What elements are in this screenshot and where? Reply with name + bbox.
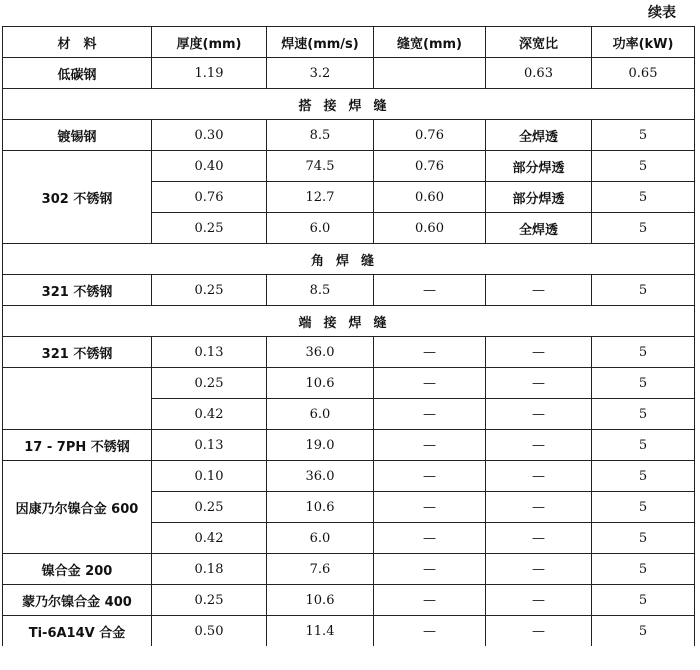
cell-material: 17 - 7PH 不锈钢 bbox=[3, 430, 152, 461]
cell-power: 0.65 bbox=[592, 58, 695, 89]
section-title: 端接焊缝 bbox=[3, 306, 695, 337]
cell-ratio: — bbox=[486, 399, 592, 430]
header-thickness: 厚度(mm) bbox=[152, 27, 267, 58]
section-heading-row bbox=[3, 244, 695, 275]
cell-ratio: — bbox=[486, 275, 592, 306]
cell-seam-width: 0.60 bbox=[374, 213, 486, 244]
cell-ratio: — bbox=[486, 523, 592, 554]
cell-ratio: 全焊透 bbox=[486, 120, 592, 151]
cell-power: 5 bbox=[592, 492, 695, 523]
cell-seam-width: 0.76 bbox=[374, 151, 486, 182]
header-depth-width-ratio: 深宽比 bbox=[486, 27, 592, 58]
table-caption: 续表 bbox=[648, 5, 676, 21]
cell-seam-width: — bbox=[374, 585, 486, 616]
table-row bbox=[3, 585, 695, 616]
cell-power: 5 bbox=[592, 554, 695, 585]
cell-thickness: 0.25 bbox=[152, 275, 267, 306]
cell-seam-width bbox=[374, 58, 486, 89]
cell-ratio: — bbox=[486, 430, 592, 461]
cell-seam-width: — bbox=[374, 523, 486, 554]
cell-speed: 7.6 bbox=[267, 554, 374, 585]
cell-speed: 6.0 bbox=[267, 213, 374, 244]
cell-speed: 6.0 bbox=[267, 523, 374, 554]
table-row bbox=[3, 275, 695, 306]
cell-ratio: — bbox=[486, 585, 592, 616]
section-heading-row bbox=[3, 306, 695, 337]
cell-ratio: 全焊透 bbox=[486, 213, 592, 244]
cell-seam-width: 0.76 bbox=[374, 120, 486, 151]
table-row bbox=[3, 368, 695, 399]
cell-ratio: 部分焊透 bbox=[486, 151, 592, 182]
header-seam-width: 缝宽(mm) bbox=[374, 27, 486, 58]
cell-seam-width: — bbox=[374, 616, 486, 647]
cell-thickness: 1.19 bbox=[152, 58, 267, 89]
cell-speed: 3.2 bbox=[267, 58, 374, 89]
cell-ratio: — bbox=[486, 492, 592, 523]
cell-thickness: 0.18 bbox=[152, 554, 267, 585]
cell-material: 低碳钢 bbox=[3, 58, 152, 89]
cell-material: 302 不锈钢 bbox=[3, 151, 152, 244]
cell-seam-width: — bbox=[374, 399, 486, 430]
cell-seam-width: 0.60 bbox=[374, 182, 486, 213]
section-heading-row bbox=[3, 89, 695, 120]
cell-thickness: 0.42 bbox=[152, 523, 267, 554]
section-title: 角焊缝 bbox=[3, 244, 695, 275]
welding-parameters-table bbox=[2, 26, 695, 646]
cell-power: 5 bbox=[592, 368, 695, 399]
cell-thickness: 0.10 bbox=[152, 461, 267, 492]
cell-seam-width: — bbox=[374, 430, 486, 461]
table-row bbox=[3, 58, 695, 89]
cell-seam-width: — bbox=[374, 337, 486, 368]
cell-material: Ti-6A14V 合金 bbox=[3, 616, 152, 647]
cell-speed: 12.7 bbox=[267, 182, 374, 213]
cell-ratio: — bbox=[486, 461, 592, 492]
header-speed: 焊速(mm/s) bbox=[267, 27, 374, 58]
cell-ratio: — bbox=[486, 368, 592, 399]
cell-speed: 36.0 bbox=[267, 337, 374, 368]
cell-thickness: 0.13 bbox=[152, 430, 267, 461]
cell-speed: 11.4 bbox=[267, 616, 374, 647]
cell-seam-width: — bbox=[374, 461, 486, 492]
table-row bbox=[3, 120, 695, 151]
table-row bbox=[3, 616, 695, 647]
cell-power: 5 bbox=[592, 120, 695, 151]
table-row bbox=[3, 430, 695, 461]
cell-power: 5 bbox=[592, 182, 695, 213]
cell-speed: 36.0 bbox=[267, 461, 374, 492]
cell-material bbox=[3, 368, 152, 430]
cell-power: 5 bbox=[592, 399, 695, 430]
cell-power: 5 bbox=[592, 213, 695, 244]
cell-thickness: 0.13 bbox=[152, 337, 267, 368]
cell-power: 5 bbox=[592, 430, 695, 461]
section-title: 搭接焊缝 bbox=[3, 89, 695, 120]
header-material: 材 料 bbox=[3, 27, 152, 58]
cell-ratio: 部分焊透 bbox=[486, 182, 592, 213]
table-row bbox=[3, 151, 695, 182]
cell-seam-width: — bbox=[374, 554, 486, 585]
cell-power: 5 bbox=[592, 461, 695, 492]
cell-speed: 10.6 bbox=[267, 368, 374, 399]
cell-thickness: 0.25 bbox=[152, 585, 267, 616]
cell-ratio: — bbox=[486, 337, 592, 368]
cell-seam-width: — bbox=[374, 492, 486, 523]
cell-speed: 19.0 bbox=[267, 430, 374, 461]
cell-thickness: 0.25 bbox=[152, 492, 267, 523]
table-row bbox=[3, 337, 695, 368]
cell-power: 5 bbox=[592, 616, 695, 647]
cell-thickness: 0.40 bbox=[152, 151, 267, 182]
cell-material: 镀锡钢 bbox=[3, 120, 152, 151]
cell-thickness: 0.25 bbox=[152, 368, 267, 399]
cell-thickness: 0.30 bbox=[152, 120, 267, 151]
table-row bbox=[3, 554, 695, 585]
cell-ratio: — bbox=[486, 616, 592, 647]
table-header-row bbox=[3, 27, 695, 58]
cell-power: 5 bbox=[592, 151, 695, 182]
cell-material: 镍合金 200 bbox=[3, 554, 152, 585]
cell-material: 因康乃尔镍合金 600 bbox=[3, 461, 152, 554]
table-row bbox=[3, 461, 695, 492]
cell-speed: 8.5 bbox=[267, 275, 374, 306]
cell-speed: 74.5 bbox=[267, 151, 374, 182]
cell-seam-width: — bbox=[374, 368, 486, 399]
cell-material: 蒙乃尔镍合金 400 bbox=[3, 585, 152, 616]
cell-power: 5 bbox=[592, 337, 695, 368]
cell-thickness: 0.42 bbox=[152, 399, 267, 430]
cell-seam-width: — bbox=[374, 275, 486, 306]
cell-ratio: 0.63 bbox=[486, 58, 592, 89]
header-power: 功率(kW) bbox=[592, 27, 695, 58]
cell-speed: 10.6 bbox=[267, 585, 374, 616]
cell-thickness: 0.76 bbox=[152, 182, 267, 213]
cell-power: 5 bbox=[592, 523, 695, 554]
cell-speed: 10.6 bbox=[267, 492, 374, 523]
cell-power: 5 bbox=[592, 585, 695, 616]
cell-material: 321 不锈钢 bbox=[3, 275, 152, 306]
cell-power: 5 bbox=[592, 275, 695, 306]
cell-speed: 8.5 bbox=[267, 120, 374, 151]
cell-ratio: — bbox=[486, 554, 592, 585]
cell-thickness: 0.25 bbox=[152, 213, 267, 244]
cell-material: 321 不锈钢 bbox=[3, 337, 152, 368]
cell-thickness: 0.50 bbox=[152, 616, 267, 647]
cell-speed: 6.0 bbox=[267, 399, 374, 430]
